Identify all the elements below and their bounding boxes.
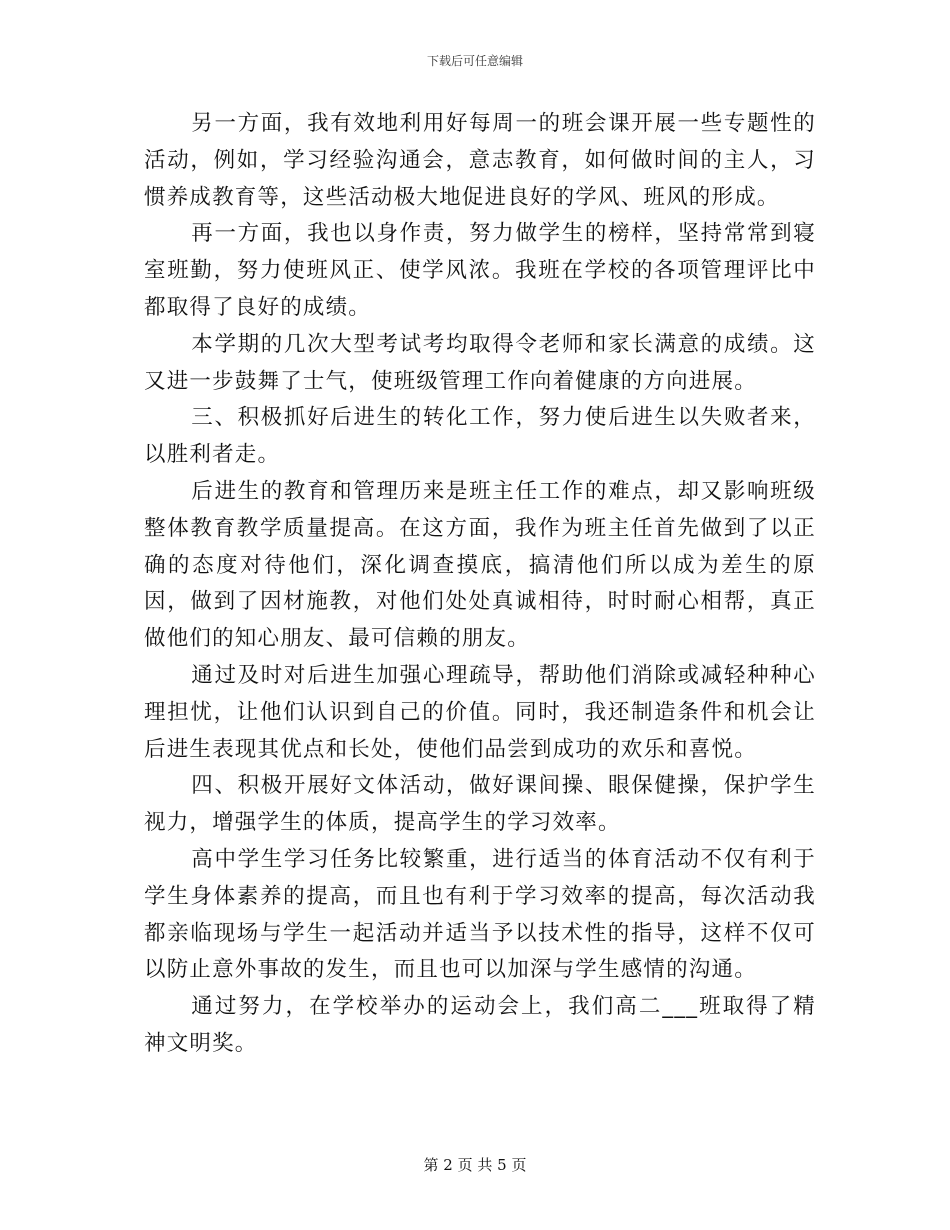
paragraph: 本学期的几次大型考试考均取得令老师和家长满意的成绩。这又进一步鼓舞了士气，使班级管理工作向着健康的方向进展。 <box>144 331 816 394</box>
paragraph: 另一方面，我有效地利用好每周一的班会课开展一些专题性的活动，例如，学习经验沟通会，意志教育，如何做时间的主人，习惯养成教育等，这些活动极大地促进良好的学风、班风的形成。 <box>144 111 816 210</box>
paragraph: 通过及时对后进生加强心理疏导，帮助他们消除或减轻种种心理担忧，让他们认识到自己的价值。同时，我还制造条件和机会让后进生表现其优点和长处，使他们品尝到成功的欢乐和喜悦。 <box>144 662 816 762</box>
paragraph: 通过努力，在学校举办的运动会上，我们高二___班取得了精神文明奖。 <box>144 994 816 1056</box>
page-footer: 第 2 页 共 5 页 <box>423 1156 527 1174</box>
document-body <box>144 106 816 1063</box>
paragraph: 四、积极开展好文体活动，做好课间操、眼保健操，保护学生视力，增强学生的体质，提高学生的学习效率。 <box>144 773 816 836</box>
paragraph: 后进生的教育和管理历来是班主任工作的难点，却又影响班级整体教育教学质量提高。在这方面，我作为班主任首先做到了以正确的态度对待他们，深化调查摸底，搞清他们所以成为差生的原因，做到了因材施教，对他们处处真诚相待，时时耐心相帮，真正做他们的知心朋友、最可信赖的朋友。 <box>144 478 816 652</box>
paragraph: 三、积极抓好后进生的转化工作，努力使后进生以失败者来，以胜利者走。 <box>144 405 816 468</box>
paragraph: 再一方面，我也以身作责，努力做学生的榜样，坚持常常到寝室班勤，努力使班风正、使学风浓。我班在学校的各项管理评比中都取得了良好的成绩。 <box>144 221 816 320</box>
paragraph: 高中学生学习任务比较繁重，进行适当的体育活动不仅有利于学生身体素养的提高，而且也有利于学习效率的提高，每次活动我都亲临现场与学生一起活动并适当予以技术性的指导，这样不仅可以防止意外事故的发生，而且也可以加深与学生感情的沟通。 <box>144 846 816 983</box>
page-header: 下载后可任意编辑 <box>426 54 523 68</box>
